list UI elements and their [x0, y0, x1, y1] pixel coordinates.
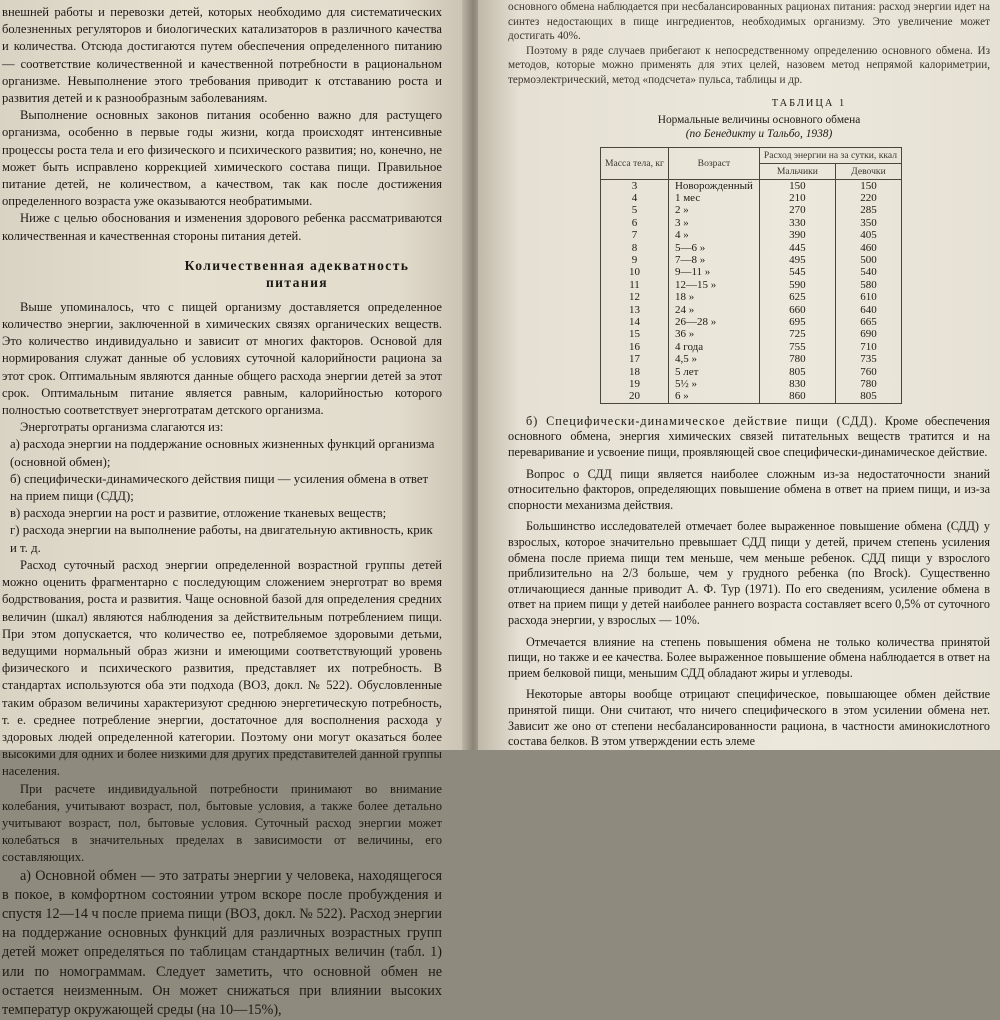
- section-heading: Количественная адекватность питания: [184, 257, 410, 290]
- cell-girls: 350: [835, 217, 901, 229]
- column-header-mass: Масса тела, кг: [601, 147, 669, 179]
- cell-age: 4,5 »: [668, 353, 759, 365]
- cell-girls: 710: [835, 341, 901, 353]
- cell-girls: 460: [835, 242, 901, 254]
- basal-metabolism-paragraph: а) Основной обмен — это затраты энергии у человека, находящегося в покое, в комфортном состоянии утром вскоре после пробуждения и спустя 12—14 ч после приема пищи (ВОЗ, докл. № 522). Расход энергии на поддержание основных функций для различных возрастных групп детей может определяться по таблицам стандартных величин (табл. 1) или по номограммам. Следует заметить, что основной обмен не остается неизменным. Он может снижаться при влиянии высоких температур окружающей среды (на 10—15%),: [2, 867, 442, 1018]
- cell-mass: 18: [601, 366, 669, 378]
- cell-girls: 780: [835, 378, 901, 390]
- right-top-paragraph-2: Поэтому в ряде случаев прибегают к непосредственному определению основного обмена. Из методов, которые можно применять для этих целей, назовем метод непрямой калориметрии, термоэлектрический, метод «подсчета» пульса, таблицы и др.: [508, 44, 990, 86]
- cell-mass: 3: [601, 179, 669, 192]
- cell-boys: 660: [759, 304, 835, 316]
- cell-mass: 8: [601, 242, 669, 254]
- table-row: [601, 254, 902, 266]
- cell-mass: 15: [601, 328, 669, 340]
- cell-girls: 220: [835, 192, 901, 204]
- cell-age: 4 »: [668, 229, 759, 241]
- authors-paragraph: Некоторые авторы вообще отрицают специфическое, повышающее обмен действие принятой пищи. Они считают, что ничего специфического в этом усилении обмена нет. Зависит же оно от степени несбалансированности рациона, в частности аминокислотного состава белков. В этом утверждении есть элеме: [508, 687, 990, 749]
- cell-mass: 19: [601, 378, 669, 390]
- table-body: [601, 179, 902, 403]
- energy-list: [2, 436, 442, 556]
- body-paragraph-2: При расчете индивидуальной потребности принимают во внимание колебания, учитывают возраст, пол, бытовые условия, а также более детально учитывают возраст, пол, бытовые условия. Суточный расход энергии может колебаться в значительных пределах в зависимости от величины, его составляющих.: [2, 781, 442, 865]
- table-caption: ТАБЛИЦА 1: [771, 97, 847, 109]
- cell-age: 1 мес: [668, 192, 759, 204]
- cell-mass: 5: [601, 204, 669, 216]
- cell-age: 24 »: [668, 304, 759, 316]
- influence-paragraph: Отмечается влияние на степень повышения обмена не только количества принятой пищи, но также и ее качества. Более выраженное повышение обмена наблюдается в ответ на прием белковой пищи, меньшим СДД обладают жиры и углеводы.: [508, 634, 990, 680]
- table-title: Нормальные величины основного обмена: [657, 113, 861, 126]
- cell-age: 3 »: [668, 217, 759, 229]
- sdd-text: Кроме обеспечения основного обмена, энергия химических связей питательных веществ тратится и на переваривание и усвоение пищи, проявляющей свое специфически-динамическое действие.: [508, 413, 991, 460]
- cell-boys: 270: [759, 204, 835, 216]
- table-row: [601, 192, 902, 204]
- table-row: [601, 328, 902, 340]
- table-row: [601, 266, 902, 278]
- sdd-paragraph: [508, 414, 990, 461]
- cell-girls: 610: [835, 291, 901, 303]
- cell-mass: 17: [601, 353, 669, 365]
- cell-girls: 285: [835, 204, 901, 216]
- table-row: [601, 279, 902, 291]
- table-row: [601, 341, 902, 353]
- table-row: [601, 316, 902, 328]
- cell-mass: 16: [601, 341, 669, 353]
- cell-boys: 495: [759, 254, 835, 266]
- list-item: б) специфически-динамического действия пищи — усиления обмена в ответ на прием пищи (СДД);: [10, 471, 429, 504]
- cell-girls: 500: [835, 254, 901, 266]
- cell-mass: 12: [601, 291, 669, 303]
- list-item: а) расхода энергии на поддержание основных жизненных функций организма (основной обмен);: [10, 437, 435, 469]
- cell-mass: 11: [601, 279, 669, 291]
- table-row: [601, 366, 902, 378]
- cell-age: 5 лет: [668, 366, 759, 378]
- cell-girls: 580: [835, 279, 901, 291]
- cell-boys: 755: [759, 341, 835, 353]
- cell-age: 26—28 »: [668, 316, 759, 328]
- cell-girls: 150: [835, 179, 901, 192]
- cell-boys: 780: [759, 353, 835, 365]
- cell-age: Новорожденный: [668, 179, 759, 192]
- cell-boys: 805: [759, 366, 835, 378]
- cell-mass: 7: [601, 229, 669, 241]
- cell-boys: 150: [759, 179, 835, 192]
- table-subtitle: (по Бенедикту и Тальбо, 1938): [685, 127, 833, 140]
- list-item: в) расхода энергии на рост и развитие, отложение тканевых веществ;: [10, 506, 387, 521]
- cell-age: 2 »: [668, 204, 759, 216]
- basal-metabolism-table: [600, 147, 902, 404]
- column-header-age: Возраст: [668, 147, 759, 179]
- left-page: [0, 0, 468, 1018]
- cell-age: 36 »: [668, 328, 759, 340]
- cell-boys: 860: [759, 390, 835, 403]
- cell-age: 7—8 »: [668, 254, 759, 266]
- left-top-paragraph-3: Ниже с целью обоснования и изменения здорового ребенка рассматриваются количественная и качественная стороны питания детей.: [2, 211, 442, 243]
- cell-girls: 735: [835, 353, 901, 365]
- table-row: [601, 291, 902, 303]
- cell-boys: 210: [759, 192, 835, 204]
- cell-mass: 10: [601, 266, 669, 278]
- table-row: [601, 304, 902, 316]
- cell-girls: 805: [835, 390, 901, 403]
- cell-boys: 445: [759, 242, 835, 254]
- cell-age: 6 »: [668, 390, 759, 403]
- table-row: [601, 378, 902, 390]
- cell-mass: 4: [601, 192, 669, 204]
- cell-age: 12—15 »: [668, 279, 759, 291]
- left-top-paragraph-2: Выполнение основных законов питания особенно важно для растущего организма, особенно в первые годы жизни, когда происходят интенсивные процессы роста тела и его физического и психического развития; но, конечно, не может быть исправлено коррекцией химического состава пищи. Правильное питание детей, не количеством, а качеством, так как после достижения определенного возраста уже оказываются необратимыми.: [2, 108, 442, 209]
- cell-age: 18 »: [668, 291, 759, 303]
- cell-boys: 390: [759, 229, 835, 241]
- left-top-paragraph-1: внешней работы и перевозки детей, которых необходимо для систематических болезненных регуляторов и биологических катализаторов в различного качества и количества. Отсюда достигаются путем обеспечения определенного питанию — соответствие количественной и качественной потребности в рациональном организме. Невыполнение этого требования приводит к отставанию роста и развития детей и к разнообразным заболеваниям.: [2, 5, 442, 106]
- cell-mass: 6: [601, 217, 669, 229]
- list-item: г) расхода энергии на выполнение работы, на двигательную активность, крик и т. д.: [10, 523, 433, 555]
- cell-boys: 725: [759, 328, 835, 340]
- table-row: [601, 204, 902, 216]
- column-header-girls: Девочки: [835, 163, 901, 179]
- cell-boys: 590: [759, 279, 835, 291]
- intro-paragraph: Выше упоминалось, что с пищей организму доставляется определенное количество энергии, заключенной в химических связях органических веществ. Это количество индивидуально и зависит от многих факторов. Основой для нормирования служат данные об условиях суточной калорийности рациона за этот срок. Оптимальным являются данные общего расхода энергии детей за этот срок. Оптимальным питание является равным, калорийностью которого полностью соответствует энерготратам детского организма.: [2, 299, 442, 418]
- cell-girls: 690: [835, 328, 901, 340]
- table-row: [601, 229, 902, 241]
- cell-age: 9—11 »: [668, 266, 759, 278]
- table-row: [601, 179, 902, 192]
- table-row: [601, 353, 902, 365]
- cell-boys: 545: [759, 266, 835, 278]
- cell-boys: 695: [759, 316, 835, 328]
- cell-mass: 9: [601, 254, 669, 266]
- cell-boys: 625: [759, 291, 835, 303]
- cell-girls: 405: [835, 229, 901, 241]
- cell-mass: 14: [601, 316, 669, 328]
- sdd-question-paragraph: Вопрос о СДД пищи является наиболее сложным из-за недостаточности знаний относительно факторов, определяющих повышение обмена в ответ на прием пищи, и из-за спорности механизма действия.: [508, 466, 990, 512]
- cell-girls: 665: [835, 316, 901, 328]
- cell-boys: 330: [759, 217, 835, 229]
- right-page: [478, 0, 1000, 750]
- research-paragraph: Большинство исследователей отмечает более выраженное повышение обмена (СДД) у взрослых, которое значительно превышает СДД пищи у детей, причем степень усиления обмена после приема пищи тем меньше, чем меньше ребенок. СДД пищи у взрослого приблизительно на 2/3 больше, чем у грудного ребенка (по Brock). Существенно отличающиеся данные приводит А. Ф. Тур (1971). По его сведениям, усиление обмена в ответ на прием пищи у детей наиболее раннего возраста составляет всего 0,5% от суточного расхода энергии, у взрослых — 10%.: [508, 519, 990, 627]
- cell-mass: 20: [601, 390, 669, 403]
- right-top-paragraph-1: основного обмена наблюдается при несбалансированных рационах питания: расход энергии идет на синтез недостающих в пище ингредиентов, необходимых организму. Это увеличение может достигать 40%.: [508, 1, 990, 43]
- table-row: [601, 217, 902, 229]
- cell-girls: 540: [835, 266, 901, 278]
- cell-age: 4 года: [668, 341, 759, 353]
- cell-mass: 13: [601, 304, 669, 316]
- sdd-heading: б) Специфически-динамическое действие пищи (СДД).: [526, 413, 878, 428]
- table-row: [601, 242, 902, 254]
- column-header-boys: Мальчики: [759, 163, 835, 179]
- cell-age: 5½ »: [668, 378, 759, 390]
- cell-girls: 640: [835, 304, 901, 316]
- column-header-energy: Расход энергии на за сутки, ккал: [759, 147, 901, 163]
- list-intro: Энерготраты организма слагаются из:: [20, 420, 224, 435]
- cell-girls: 760: [835, 366, 901, 378]
- table-row: [601, 390, 902, 403]
- cell-age: 5—6 »: [668, 242, 759, 254]
- cell-boys: 830: [759, 378, 835, 390]
- body-paragraph: Расход суточный расход энергии определенной возрастной группы детей можно оценить фрагментарно с последующим сложением энерготрат во время бодрствования, роста и развития. Чаще основной базой для определения средних величин (шкал) являются наблюдения за действительным потреблением пищи. При этом допускается, что количество ее, потребляемое здоровыми детьми, ведущими нормальный образ жизни и имеющими соответствующий уровень физического и психического развития, представляет их потребность. В стандартах используются оба эти подхода (ВОЗ, докл. № 522). Обусловленные таким образом величины характеризуют среднюю энергетическую потребность, т. е. среднее потребление энергии, достаточное для восполнения расхода у здоровых людей определенной категории. Поэтому они могут оказаться более высокими для одних и более низкими для других представителей данной группы населения.: [2, 557, 442, 779]
